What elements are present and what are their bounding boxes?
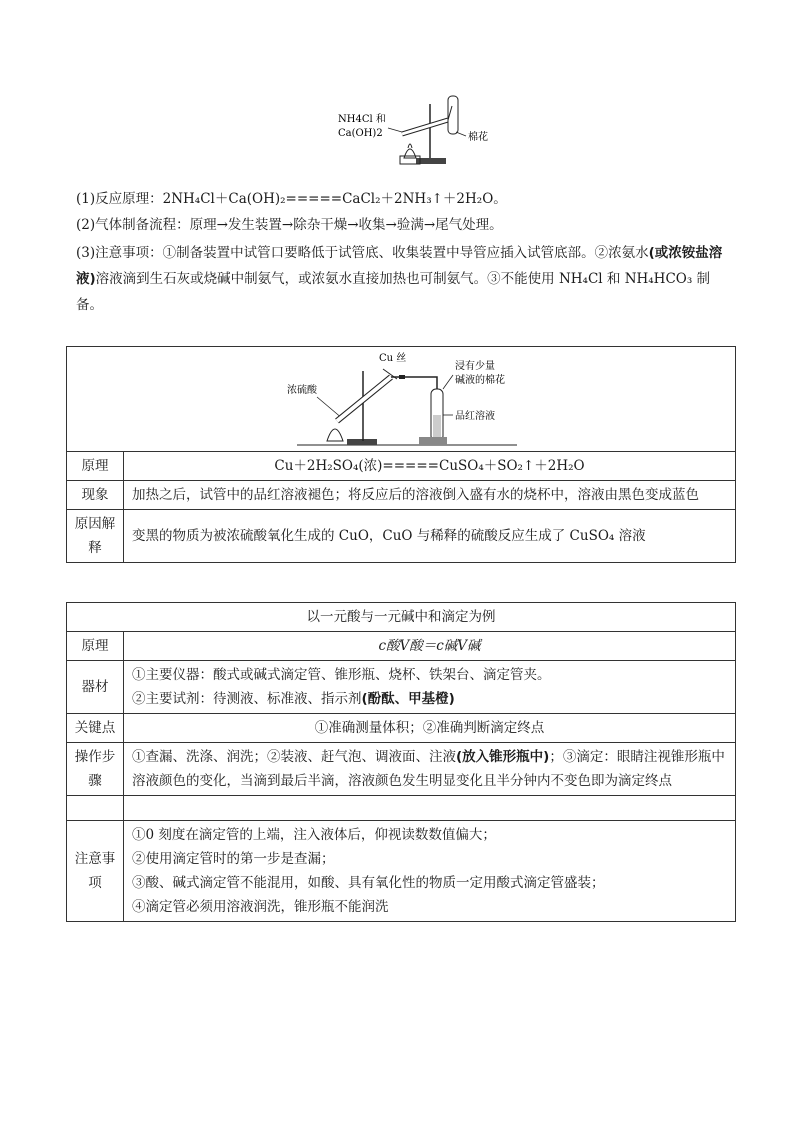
- titration-table: [66, 602, 736, 922]
- titration-formula: c酸V酸＝c碱V碱: [124, 632, 736, 661]
- table2-empty-row: [67, 796, 736, 821]
- steps-text-a: ①查漏、洗涤、润洗；②装液、赶气泡、调液面、注液: [132, 749, 456, 765]
- table1-row-explanation: [67, 510, 736, 563]
- reagent-label-1: NH4Cl 和: [338, 114, 386, 125]
- table2-row-equipment: [67, 661, 736, 714]
- table2-row-steps: [67, 743, 736, 796]
- steps-bold: (放入锥形瓶中): [456, 749, 550, 765]
- row-content: 变黑的物质为被浓硫酸氧化生成的 CuO，CuO 与稀释的硫酸反应生成了 CuSO₄ 溶液: [124, 510, 736, 563]
- p3-text-a: (3)注意事项：①制备装置中试管口要略低于试管底、收集装置中导管应插入试管底部。②浓氨水: [76, 245, 649, 261]
- row-content: Cu＋2H₂SO₄(浓)=====CuSO₄＋SO₂↑＋2H₂O: [124, 452, 736, 481]
- row-label: 器材: [67, 661, 124, 714]
- cotton-label: 棉花: [468, 132, 488, 143]
- row-content: [124, 743, 736, 796]
- copper-acid-apparatus-figure: [287, 349, 527, 449]
- table1-row-phenomenon: [67, 481, 736, 510]
- note-item: ④滴定管必须用溶液润洗，锥形瓶不能润洗: [132, 899, 389, 915]
- row-content: ①准确测量体积；②准确判断滴定终点: [124, 714, 736, 743]
- p3-bold: (或浓铵盐溶液): [76, 245, 723, 287]
- table2-title: 以一元酸与一元碱中和滴定为例: [67, 603, 736, 632]
- equipment-line-2: [132, 687, 727, 711]
- row-label: 现象: [67, 481, 124, 510]
- table2-row-principle: [67, 632, 736, 661]
- table1-figure-cell: [67, 347, 736, 452]
- paragraph-reaction-principle: [76, 186, 730, 212]
- row-content: [124, 661, 736, 714]
- p1-equation: 2NH₄Cl＋Ca(OH)₂=====CaCl₂＋2NH₃↑＋2H₂O。: [162, 191, 507, 207]
- note-item: ③酸、碱式滴定管不能混用，如酸、具有氧化性的物质一定用酸式滴定管盛装；: [132, 875, 605, 891]
- conc-acid-label: 浓硫酸: [287, 385, 317, 396]
- table1-row-principle: [67, 452, 736, 481]
- p3-text-b: 溶液滴到生石灰或烧碱中制氨气，或浓氨水直接加热也可制氨气。③不能使用 NH₄Cl 和 NH₄HCO₃ 制备。: [76, 271, 711, 313]
- solution-label: 品红溶液: [455, 411, 495, 422]
- row-label: 注意事项: [67, 821, 124, 922]
- equipment-bold: (酚酞、甲基橙): [361, 691, 455, 707]
- row-label: 原理: [67, 632, 124, 661]
- table2-row-notes: [67, 821, 736, 922]
- row-label: 原因解释: [67, 510, 124, 563]
- row-label: 关键点: [67, 714, 124, 743]
- cotton-label-1: 浸有少量: [455, 361, 495, 372]
- row-label: 操作步骤: [67, 743, 124, 796]
- paragraph-notes: [76, 240, 730, 318]
- table2-row-keypoint: [67, 714, 736, 743]
- p1-prefix: (1)反应原理：: [76, 191, 163, 207]
- note-item: ②使用滴定管时的第一步是查漏；: [132, 851, 335, 867]
- note-item: ①0 刻度在滴定管的上端，注入液体后，仰视读数数值偏大；: [132, 827, 496, 843]
- cotton-label-2: 碱液的棉花: [455, 375, 505, 386]
- reagent-label-2: Ca(OH)2: [338, 128, 383, 139]
- equipment-text: ②主要试剂：待测液、标准液、指示剂: [132, 691, 362, 707]
- row-label: 原理: [67, 452, 124, 481]
- row-content: 加热之后，试管中的品红溶液褪色；将反应后的溶液倒入盛有水的烧杯中，溶液由黑色变成蓝色: [124, 481, 736, 510]
- paragraph-gas-flow: (2)气体制备流程：原理→发生装置→除杂干燥→收集→验满→尾气处理。: [76, 217, 503, 233]
- cu-wire-label: Cu 丝: [379, 353, 407, 364]
- copper-sulfuric-acid-table: [66, 346, 736, 563]
- ammonia-apparatus-figure: [330, 92, 510, 172]
- row-content: [124, 821, 736, 922]
- equipment-line-1: ①主要仪器：酸式或碱式滴定管、锥形瓶、烧杯、铁架台、滴定管夹。: [132, 667, 551, 683]
- steps-text-b: ；③滴定：眼睛注视锥形瓶中溶液颜色的变化，当滴到最后半滴，溶液颜色发生明显变化且半分钟内不变色即为滴定终点: [132, 749, 725, 789]
